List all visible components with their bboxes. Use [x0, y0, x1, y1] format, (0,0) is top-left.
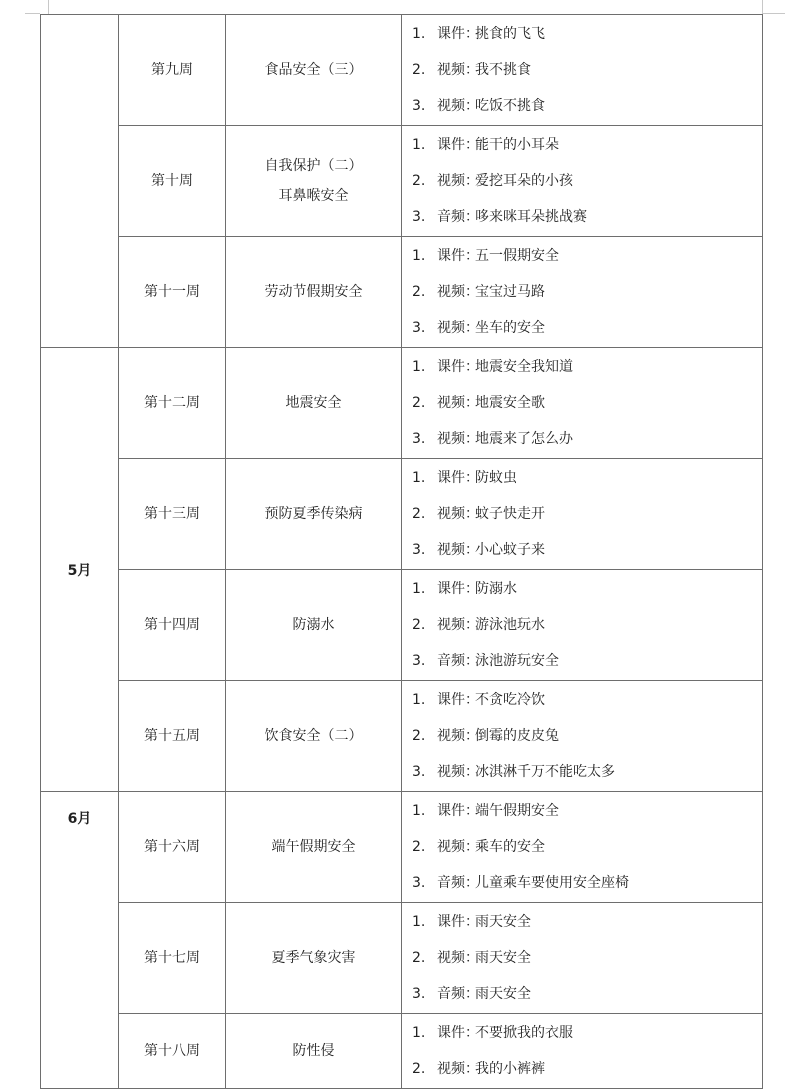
- resource-item: [412, 164, 762, 200]
- resources-cell: [402, 570, 763, 681]
- topic-cell: [226, 903, 402, 1014]
- month-cell: [41, 15, 119, 348]
- topic-line: 防性侵: [292, 1043, 335, 1059]
- resource-item: [412, 905, 762, 941]
- resource-title: 游泳池玩水: [475, 617, 545, 633]
- resource-number: 1.: [412, 581, 426, 597]
- resource-colon: ：: [465, 764, 479, 780]
- resource-title: 能干的小耳朵: [475, 137, 559, 153]
- resource-title: 乘车的安全: [475, 839, 545, 855]
- topic-cell: [226, 1014, 402, 1089]
- topic-cell: [226, 570, 402, 681]
- resource-title: 泳池游玩安全: [475, 653, 559, 669]
- resource-number: 3.: [412, 431, 426, 447]
- resource-type: 视频: [437, 98, 465, 114]
- resource-item: [412, 200, 762, 236]
- resource-number: 3.: [412, 320, 426, 336]
- topic-cell: [226, 237, 402, 348]
- resource-colon: ：: [465, 542, 479, 558]
- resource-title: 雨天安全: [475, 914, 531, 930]
- resource-number: 1.: [412, 692, 426, 708]
- topic-line: 劳动节假期安全: [264, 284, 363, 300]
- resource-number: 2.: [412, 839, 426, 855]
- resource-number: 1.: [412, 803, 426, 819]
- resource-type: 视频: [437, 320, 465, 336]
- topic-line: 自我保护（二）: [264, 158, 363, 174]
- resource-number: 1.: [412, 1025, 426, 1041]
- resource-title: 儿童乘车要使用安全座椅: [475, 875, 629, 891]
- resources-cell: [402, 792, 763, 903]
- topic-cell: [226, 126, 402, 237]
- resource-title: 小心蚊子来: [475, 542, 545, 558]
- resources-cell: [402, 237, 763, 348]
- resource-type: 视频: [437, 542, 465, 558]
- resource-type: 视频: [437, 950, 465, 966]
- resource-type: 音频: [437, 653, 465, 669]
- resource-type: 视频: [437, 173, 465, 189]
- resource-title: 挑食的飞飞: [475, 26, 545, 42]
- resource-title: 不要掀我的衣服: [475, 1025, 573, 1041]
- resource-item: [412, 461, 762, 497]
- resource-list: [402, 348, 762, 458]
- resource-title: 不贪吃冷饮: [475, 692, 545, 708]
- topic-line: 夏季气象灾害: [271, 950, 356, 966]
- resource-item: [412, 350, 762, 386]
- resource-item: [412, 794, 762, 830]
- topic-line: 饮食安全（二）: [264, 728, 363, 744]
- resource-colon: ：: [465, 395, 479, 411]
- resource-number: 2.: [412, 173, 426, 189]
- resource-colon: ：: [465, 320, 479, 336]
- resource-type: 视频: [437, 284, 465, 300]
- resource-type: 课件: [437, 581, 465, 597]
- resource-type: 视频: [437, 431, 465, 447]
- week-row: [41, 459, 763, 570]
- resource-title: 五一假期安全: [475, 248, 559, 264]
- resource-item: [412, 497, 762, 533]
- resource-number: 3.: [412, 98, 426, 114]
- resource-colon: ：: [465, 209, 479, 225]
- week-row: [41, 237, 763, 348]
- resource-number: 2.: [412, 617, 426, 633]
- resource-title: 爱挖耳朵的小孩: [475, 173, 573, 189]
- week-row: [41, 15, 763, 126]
- resource-title: 我的小裤裤: [475, 1061, 545, 1077]
- resource-type: 课件: [437, 359, 465, 375]
- resource-colon: ：: [465, 248, 479, 264]
- crop-mark: [25, 13, 40, 14]
- resource-item: [412, 89, 762, 125]
- crop-mark: [762, 0, 763, 14]
- resource-title: 坐车的安全: [475, 320, 545, 336]
- resource-item: [412, 683, 762, 719]
- resource-item: [412, 17, 762, 53]
- topic-cell: [226, 681, 402, 792]
- resources-cell: [402, 1014, 763, 1089]
- resource-type: 视频: [437, 1061, 465, 1077]
- resource-colon: ：: [465, 173, 479, 189]
- resource-colon: ：: [465, 284, 479, 300]
- resources-cell: [402, 459, 763, 570]
- resources-cell: [402, 681, 763, 792]
- resource-colon: ：: [465, 803, 479, 819]
- resource-item: [412, 422, 762, 458]
- resource-type: 视频: [437, 839, 465, 855]
- topic-line: 端午假期安全: [271, 839, 356, 855]
- week-row: [41, 126, 763, 237]
- resource-item: [412, 311, 762, 347]
- resource-item: [412, 1052, 762, 1088]
- resource-colon: ：: [465, 692, 479, 708]
- resource-title: 哆来咪耳朵挑战赛: [475, 209, 587, 225]
- resource-type: 课件: [437, 692, 465, 708]
- resource-colon: ：: [465, 470, 479, 486]
- topic-cell: [226, 15, 402, 126]
- resource-list: [402, 792, 762, 902]
- resource-type: 视频: [437, 395, 465, 411]
- resource-type: 视频: [437, 506, 465, 522]
- resource-number: 2.: [412, 506, 426, 522]
- resource-list: [402, 903, 762, 1013]
- resource-type: 课件: [437, 248, 465, 264]
- month-cell: 5月: [41, 348, 119, 792]
- resource-number: 1.: [412, 137, 426, 153]
- week-row: [41, 681, 763, 792]
- resource-type: 课件: [437, 137, 465, 153]
- week-cell: 第十周: [119, 126, 226, 237]
- resource-colon: ：: [465, 839, 479, 855]
- resource-item: [412, 572, 762, 608]
- resource-colon: ：: [465, 62, 479, 78]
- resource-type: 视频: [437, 764, 465, 780]
- resource-colon: ：: [465, 914, 479, 930]
- resource-item: [412, 275, 762, 311]
- resource-number: 1.: [412, 248, 426, 264]
- topic-cell: [226, 348, 402, 459]
- resource-item: [412, 644, 762, 680]
- resource-colon: ：: [465, 875, 479, 891]
- week-row: [41, 348, 763, 459]
- resource-number: 2.: [412, 62, 426, 78]
- resource-item: [412, 719, 762, 755]
- resource-number: 1.: [412, 914, 426, 930]
- resource-type: 课件: [437, 914, 465, 930]
- resources-cell: [402, 15, 763, 126]
- resource-item: [412, 1016, 762, 1052]
- topic-cell: [226, 459, 402, 570]
- resource-list: [402, 237, 762, 347]
- resource-item: [412, 386, 762, 422]
- resource-item: [412, 977, 762, 1013]
- month-cell: 6月: [41, 792, 119, 1089]
- resources-cell: [402, 903, 763, 1014]
- resource-number: 3.: [412, 875, 426, 891]
- topic-cell: [226, 792, 402, 903]
- resource-list: [402, 570, 762, 680]
- week-row: [41, 903, 763, 1014]
- resource-list: [402, 459, 762, 569]
- resource-type: 音频: [437, 986, 465, 1002]
- topic-line: 预防夏季传染病: [264, 506, 363, 522]
- resource-number: 2.: [412, 395, 426, 411]
- resource-type: 视频: [437, 728, 465, 744]
- resource-number: 3.: [412, 209, 426, 225]
- resource-number: 3.: [412, 542, 426, 558]
- crop-mark: [48, 0, 49, 14]
- resource-item: [412, 608, 762, 644]
- resource-title: 宝宝过马路: [475, 284, 545, 300]
- resource-title: 蚊子快走开: [475, 506, 545, 522]
- week-row: [41, 570, 763, 681]
- resource-colon: ：: [465, 137, 479, 153]
- resource-colon: ：: [465, 581, 479, 597]
- safety-education-schedule-table: [40, 14, 763, 1089]
- resource-colon: ：: [465, 950, 479, 966]
- resource-title: 倒霉的皮皮兔: [475, 728, 559, 744]
- week-cell: 第十五周: [119, 681, 226, 792]
- resource-type: 课件: [437, 803, 465, 819]
- week-cell: 第十四周: [119, 570, 226, 681]
- resource-number: 1.: [412, 359, 426, 375]
- resource-title: 端午假期安全: [475, 803, 559, 819]
- week-row: [41, 792, 763, 903]
- resource-title: 防溺水: [475, 581, 517, 597]
- resource-colon: ：: [465, 98, 479, 114]
- resource-list: [402, 15, 762, 125]
- resource-number: 1.: [412, 470, 426, 486]
- resource-type: 音频: [437, 209, 465, 225]
- resource-item: [412, 533, 762, 569]
- resource-list: [402, 681, 762, 791]
- resource-colon: ：: [465, 1025, 479, 1041]
- resource-item: [412, 239, 762, 275]
- resources-cell: [402, 126, 763, 237]
- resource-title: 地震来了怎么办: [475, 431, 573, 447]
- resource-colon: ：: [465, 506, 479, 522]
- week-cell: 第十八周: [119, 1014, 226, 1089]
- resources-cell: [402, 348, 763, 459]
- resource-number: 3.: [412, 764, 426, 780]
- resource-item: [412, 830, 762, 866]
- resource-item: [412, 53, 762, 89]
- topic-line: 耳鼻喉安全: [278, 188, 349, 204]
- resource-colon: ：: [465, 359, 479, 375]
- resource-number: 2.: [412, 284, 426, 300]
- resource-colon: ：: [465, 653, 479, 669]
- resource-item: [412, 866, 762, 902]
- week-row: [41, 1014, 763, 1089]
- resource-title: 地震安全我知道: [475, 359, 573, 375]
- week-cell: 第十六周: [119, 792, 226, 903]
- schedule-body: [41, 15, 763, 1089]
- resource-title: 冰淇淋千万不能吃太多: [475, 764, 615, 780]
- resource-title: 雨天安全: [475, 986, 531, 1002]
- resource-number: 3.: [412, 986, 426, 1002]
- topic-line: 防溺水: [292, 617, 335, 633]
- crop-mark: [763, 13, 785, 14]
- resource-type: 视频: [437, 62, 465, 78]
- resource-type: 视频: [437, 617, 465, 633]
- week-cell: 第十一周: [119, 237, 226, 348]
- resource-title: 吃饭不挑食: [475, 98, 545, 114]
- topic-line: 食品安全（三）: [264, 62, 363, 78]
- topic-line: 地震安全: [285, 395, 342, 411]
- resource-colon: ：: [465, 431, 479, 447]
- resource-colon: ：: [465, 1061, 479, 1077]
- resource-title: 防蚊虫: [475, 470, 517, 486]
- resource-number: 3.: [412, 653, 426, 669]
- resource-item: [412, 941, 762, 977]
- resource-number: 2.: [412, 950, 426, 966]
- resource-list: [402, 126, 762, 236]
- resource-type: 课件: [437, 26, 465, 42]
- resource-type: 课件: [437, 470, 465, 486]
- resource-item: [412, 128, 762, 164]
- week-cell: 第十三周: [119, 459, 226, 570]
- resource-colon: ：: [465, 986, 479, 1002]
- resource-number: 2.: [412, 1061, 426, 1077]
- resource-number: 2.: [412, 728, 426, 744]
- resource-type: 音频: [437, 875, 465, 891]
- week-cell: 第九周: [119, 15, 226, 126]
- resource-colon: ：: [465, 617, 479, 633]
- resource-type: 课件: [437, 1025, 465, 1041]
- resource-title: 我不挑食: [475, 62, 531, 78]
- week-cell: 第十二周: [119, 348, 226, 459]
- resource-number: 1.: [412, 26, 426, 42]
- resource-title: 雨天安全: [475, 950, 531, 966]
- week-cell: 第十七周: [119, 903, 226, 1014]
- resource-title: 地震安全歌: [475, 395, 545, 411]
- resource-colon: ：: [465, 728, 479, 744]
- resource-colon: ：: [465, 26, 479, 42]
- resource-item: [412, 755, 762, 791]
